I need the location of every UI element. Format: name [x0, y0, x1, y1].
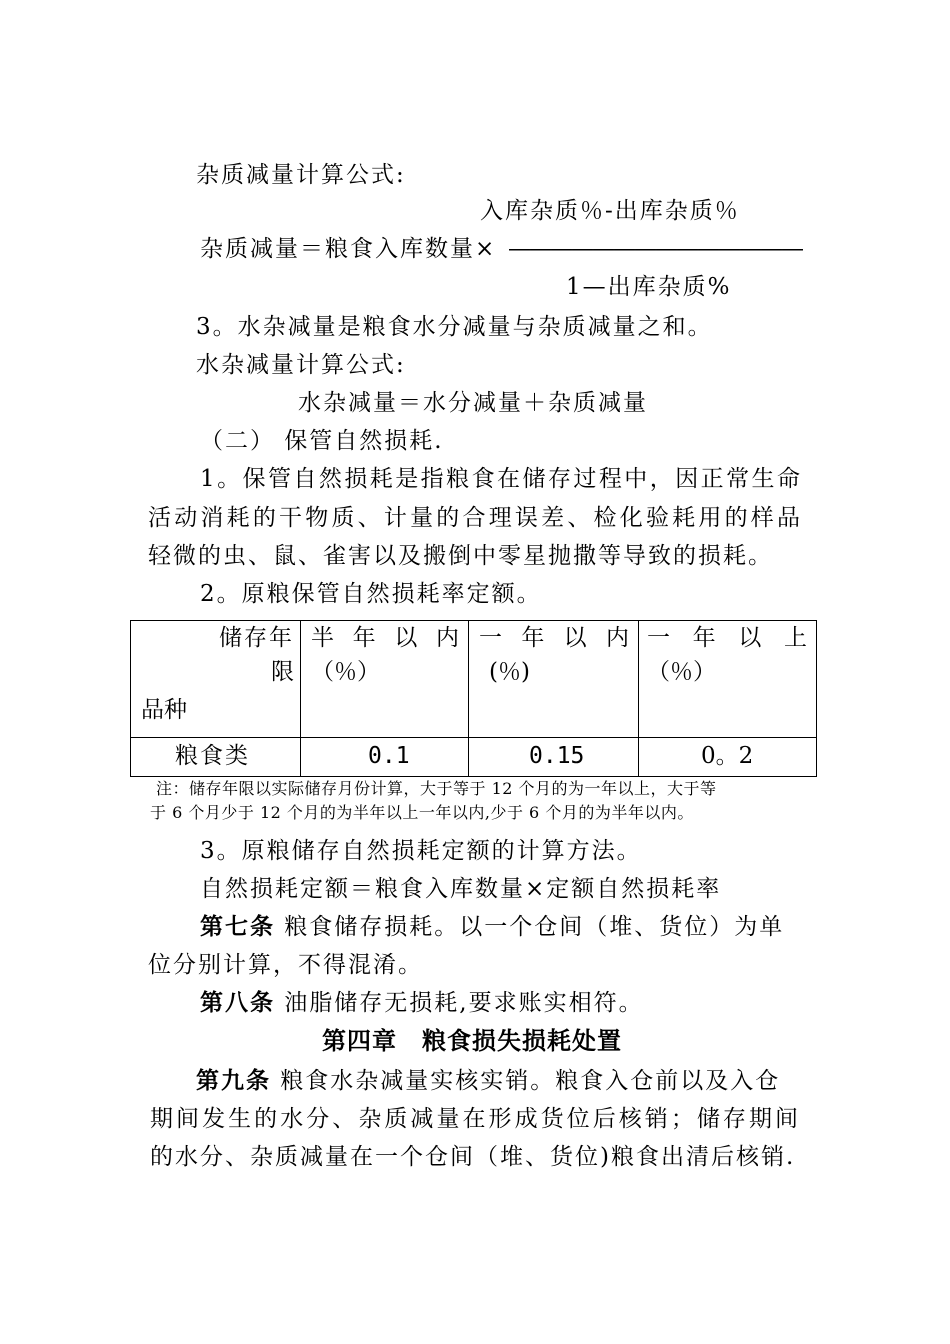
impurity-formula-numerator: 入库杂质％-出库杂质％ [480, 198, 740, 224]
loss-rate-table [130, 620, 817, 777]
table-note-line-2: 于 6 个月少于 12 个月的为半年以上一年以内,少于 6 个月的为半年以内。 [150, 803, 694, 822]
article-9-line-3: 的水分、杂质减量在一个仓间（堆、货位)粮食出清后核销. [150, 1144, 796, 1170]
section-2-heading: （二） 保管自然损耗. [200, 428, 444, 454]
impurity-formula-lhs: 杂质减量＝粮食入库数量× [200, 236, 497, 262]
impurity-formula-denominator: 1—出库杂质% [566, 274, 732, 300]
item-2-heading: 2。原粮保管自然损耗率定额。 [200, 581, 542, 607]
item-3-calc-method: 3。原粮储存自然损耗定额的计算方法。 [200, 838, 642, 864]
table-value-one-year: 0.15 [529, 743, 585, 769]
article-8-label: 第八条 [200, 989, 275, 1016]
table-header-over-one-year: 一 年 以 上 [647, 625, 807, 651]
item-3-water-impurity: 3。水杂减量是粮食水分减量与杂质减量之和。 [196, 314, 713, 340]
article-9-label: 第九条 [196, 1067, 271, 1094]
item-1-line-1: 1。保管自然损耗是指粮食在储存过程中，因正常生命 [200, 466, 802, 492]
article-9-line-1: 第九条 粮食水杂减量实核实销。粮食入仓前以及入仓 [196, 1067, 781, 1094]
table-corner-bottom: 品种 [141, 697, 187, 723]
water-formula-heading: 水杂减量计算公式: [196, 352, 406, 378]
impurity-formula-bar: —————————————— [508, 236, 802, 262]
item-1-line-3: 轻微的虫、鼠、雀害以及搬倒中零星抛撒等导致的损耗。 [148, 543, 773, 569]
table-value-over-one-year: 0。2 [701, 743, 754, 769]
table-row-label-grain: 粮食类 [175, 743, 250, 769]
water-formula-expr: 水杂减量＝水分减量＋杂质减量 [298, 390, 648, 416]
article-9-line-2: 期间发生的水分、杂质减量在形成货位后核销；储存期间 [150, 1106, 800, 1132]
chapter-4-title: 第四章 粮食损失损耗处置 [322, 1026, 622, 1055]
table-header-over-one-year-unit: （％） [647, 659, 716, 685]
table-corner-mid: 限 [271, 659, 294, 685]
article-7-line-2: 位分别计算，不得混淆。 [148, 952, 423, 978]
article-7-label: 第七条 [200, 913, 275, 940]
article-7-line-1: 第七条 粮食储存损耗。以一个仓间（堆、货位）为单 [200, 913, 785, 940]
table-value-half-year: 0.1 [368, 743, 410, 769]
table-note-line-1: 注：储存年限以实际储存月份计算，大于等于 12 个月的为一年以上，大于等 [156, 779, 717, 798]
table-header-half-year: 半 年 以 内 [311, 625, 459, 651]
article-8: 第八条 油脂储存无损耗,要求账实相符。 [200, 989, 644, 1016]
natural-loss-formula: 自然损耗定额＝粮食入库数量×定额自然损耗率 [200, 876, 722, 902]
impurity-formula-heading: 杂质减量计算公式: [196, 162, 406, 188]
table-header-one-year: 一 年 以 内 [479, 625, 629, 651]
table-corner-top: 储存年 [219, 625, 294, 651]
table-header-one-year-unit: (％) [489, 659, 530, 685]
table-header-half-year-unit: （％） [311, 659, 380, 685]
item-1-line-2: 活动消耗的干物质、计量的合理误差、检化验耗用的样品 [148, 505, 802, 531]
